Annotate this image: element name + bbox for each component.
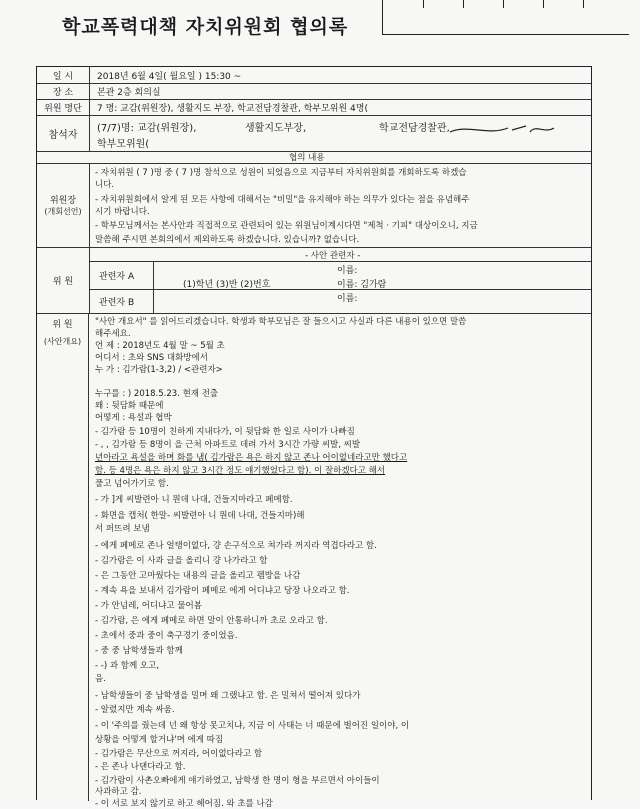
opening-line: 말씀해 주시면 본회의에서 제외하도록 하겠습니다. 있습니까? 없습니다. — [95, 235, 360, 245]
summary-line: - 알렸지만 계속 싸움. — [95, 705, 175, 715]
attendee-line1-a: (7/7)명: 교감(위원장), — [97, 123, 197, 134]
summary-line: 년아라고 욕설을 하며 화를 냄( 김가람은 욕은 하지 않고 존나 어이없네라고만 했다고 — [95, 453, 408, 463]
party-a-name: 이름: 김가람 — [337, 280, 387, 290]
summary-line: 함. 등 4명은 욕은 하지 않고 3시간 정도 얘기했었다고 함). 이 잘하겠다고 해서 — [95, 466, 386, 476]
date-label: 일 시 — [37, 67, 90, 83]
approval-box — [382, 0, 629, 35]
summary-line: - 은 그동안 고마웠다는 내용의 글을 올리고 펨방을 나감 — [95, 571, 301, 581]
summary-line: - , , 김가람 등 8명이 을 근처 아파트로 데려 가서 3시간 가량 씨발, 씨발 — [95, 440, 361, 450]
row-committee — [37, 99, 591, 116]
parties-divider — [153, 261, 154, 313]
approval-divider — [583, 0, 584, 8]
attendee-line1-c: 학교전담경찰관, — [379, 123, 450, 134]
opening-line: - 학부모님께서는 본사안과 직접적으로 관련되어 있는 위원님이계시다면 "제척 · 기피" 대상이오니, 지금 — [95, 221, 478, 231]
summary-label-title: 위 원 — [52, 320, 73, 330]
committee-label: 위원 명단 — [37, 99, 90, 115]
summary-line: 상황을 어떻게 할거냐'며 에게 따짐 — [95, 735, 224, 745]
summary-line: - 김가람은 무산으로 꺼지라, 어이없다라고 함 — [95, 749, 263, 759]
opening-line: - 자치위원 ( 7 )명 중 ( 7 )명 참석으로 성원이 되었음으로 지금부터 자치위원회를 개회하도록 하겠습 — [95, 168, 467, 178]
summary-line: 서 퍼뜨려 보냄 — [95, 524, 150, 534]
opening-line: - 자치위원회에서 알게 된 모든 사항에 대해서는 "비밀"을 유지해야 하는 의무가 있다는 점을 유념해주 — [95, 195, 470, 205]
summary-line: - 은 존나 나댄다라고 함. — [95, 762, 186, 772]
party-a-class: (1)학년 (3)반 (2)번호 — [183, 280, 271, 290]
approval-divider — [503, 0, 504, 8]
parties-header: - 사안 관련자 - — [305, 251, 361, 261]
document-title: 학교폭력대책 자치위원회 협의록 — [62, 16, 349, 38]
opening-line: 니다. — [95, 180, 115, 190]
approval-divider — [463, 0, 464, 8]
place-label: 장 소 — [37, 83, 90, 99]
party-b-label: 관련자 B — [99, 298, 135, 308]
row-date — [37, 67, 591, 84]
summary-line: - 가 ]게 씨발련아 니 뭔데 나대, 건들지마라고 페메함. — [95, 495, 293, 505]
party-b-name-label: 이름: — [337, 294, 358, 304]
opening-label-sub: (개회선언) — [44, 207, 82, 216]
summary-reporter: 누구를 : ) 2018.5.23. 현재 전출 — [95, 389, 219, 399]
opening-label-title: 위원장 — [49, 196, 77, 206]
summary-how: 어떻게 : 욕설과 협박 — [95, 413, 172, 423]
summary-line: - 김가람 등 10명이 친하게 지내다가, 이 뒷담화 한 일로 사이가 나빠짐 — [95, 427, 355, 437]
summary-why: 왜 : 뒷담화 때문에 — [95, 401, 164, 411]
summary-line: 풀고 넘어가기로 함. — [95, 479, 169, 489]
summary-line: - 이 서로 보지 않기로 하고 헤어짐. 와 초를 나감 — [95, 799, 273, 809]
summary-line: 사과하고 감. — [95, 787, 142, 797]
summary-line: - 김가람, 은 에게 페메로 하면 말이 안통하니까 초로 오라고 함. — [95, 616, 328, 626]
row-summary — [37, 313, 591, 809]
summary-label-sub: (사안개요) — [43, 337, 82, 346]
summary-line: - -) 과 함께 오고, — [95, 661, 160, 671]
summary-who: 누 가 : 김가람(1-3,2) / <관련자> — [95, 365, 223, 375]
approval-divider — [543, 0, 544, 8]
summary-label — [37, 313, 89, 801]
place-value: 본관 2층 회의실 — [97, 88, 161, 98]
summary-line: - 계속 욕을 보내서 김가람이 페메로 에게 어디냐고 당장 나오라고 함. — [95, 586, 350, 596]
summary-line: - 중 중 남학생들과 함께 — [95, 646, 183, 656]
minutes-table — [36, 66, 592, 809]
summary-line: - 화면을 캡처( 한말- 씨발련아 니 뭔데 나대, 건들지마)해 — [95, 511, 305, 521]
summary-line: - 남학생들이 중 남학생을 밀며 왜 그랬냐고 함. 은 밀쳐서 떨어져 있다가 — [95, 691, 361, 701]
attendee-line1-b: 생활지도부장, — [245, 123, 307, 134]
summary-line: - 김가람은 이 사과 글을 올리니 걍 나가라고 함 — [95, 556, 268, 566]
section-header: 협의 내용 — [289, 153, 325, 163]
summary-intro: 해주세요. — [95, 329, 131, 339]
signature-scribble — [448, 120, 558, 140]
summary-line: - 김가람이 사촌오빠에게 얘기하였고, 남학생 한 명이 형을 부르면서 아이들이 — [95, 776, 380, 786]
approval-divider — [423, 0, 424, 8]
summary-line: - 이 '주의를 줬는데 넌 왜 항상 못고치냐, 지금 이 사태는 너 때문에 벌어진 일이야, 이 — [95, 721, 410, 731]
row-parties — [37, 247, 591, 314]
parties-label: 위 원 — [37, 247, 90, 313]
summary-intro: "사안 개요서" 를 읽어드리겠습니다. 학생과 학부모님은 잘 들으시고 사실과 다른 내용이 있으면 말씀 — [95, 317, 467, 327]
opening-label — [37, 163, 90, 247]
attendee-label: 참석자 — [37, 115, 90, 151]
party-a-label: 관련자 A — [99, 272, 135, 282]
attendee-line2: 학부모위원( — [97, 139, 150, 150]
row-opening — [37, 163, 591, 248]
summary-line: - 에게 페메로 존나 얼탱이없다, 걍 손구석으로 쳐가라 꺼지라 역겹다라고 함. — [95, 541, 377, 551]
summary-line: 음. — [95, 674, 106, 684]
party-a-name-label: 이름: — [337, 266, 358, 276]
summary-when: 언 제 : 2018년도 4월 말 ~ 5월 초 — [95, 341, 225, 351]
date-value: 2018년 6월 4일( 월요일 ) 15:30 ~ — [97, 72, 242, 82]
opening-line: 시기 바랍니다. — [95, 207, 150, 217]
row-place — [37, 83, 591, 100]
summary-line: - 초에서 중과 중이 축구경기 중이었음. — [95, 631, 238, 641]
parties-divider — [89, 261, 591, 262]
summary-line: - 가 안넘레, 어디냐고 물어봄 — [95, 601, 202, 611]
summary-where: 어디서 : 초와 SNS 대화방에서 — [95, 353, 208, 363]
committee-value: 7 명: 교감(위원장), 생활지도 부장, 학교전담경찰관, 학부모위원 4명( — [97, 104, 368, 114]
